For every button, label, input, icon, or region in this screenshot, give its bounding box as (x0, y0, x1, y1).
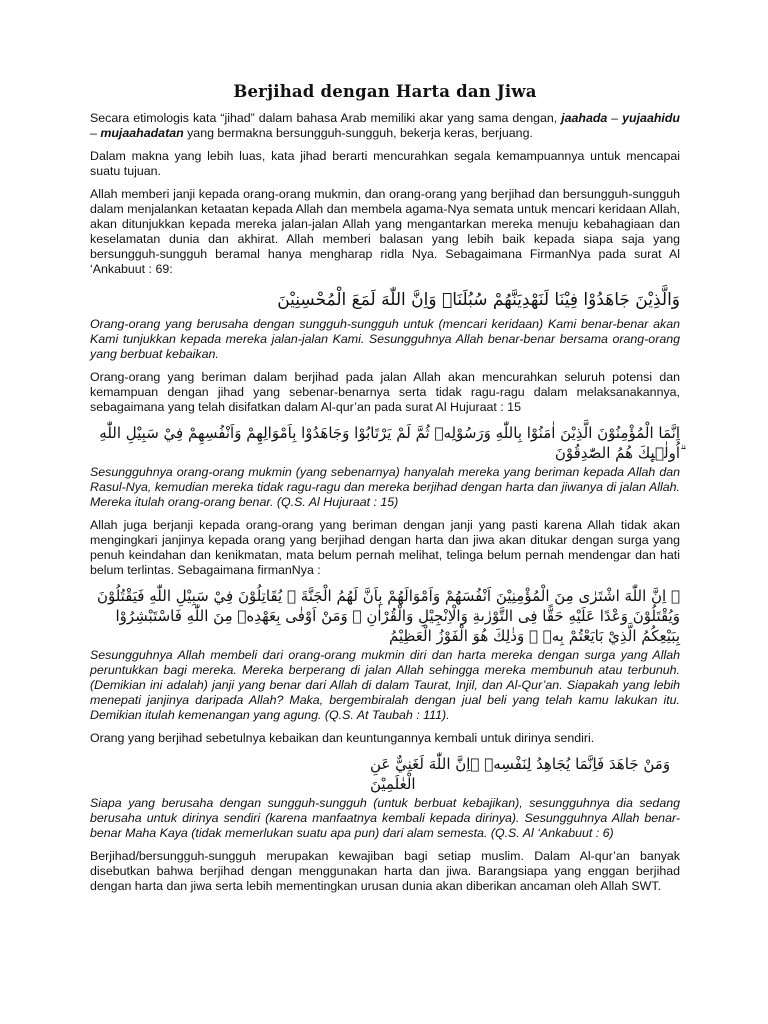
term-jaahada: jaahada (561, 111, 608, 125)
paragraph-obligation: Berjihad/bersungguh-sungguh merupakan kewajiban bagi setiap muslim. Dalam Al-qur’an banyak disebutkan bahwa berjihad dengan menggunakan harta dan jiwa. Barangsiapa yang enggan berjihad dengan harta dan jiwa serta lebih mementingkan urusan dunia akan diberikan ancaman oleh Allah SWT. (90, 849, 680, 893)
arabic-verse-hujuraat-15: اِنَّمَا الْمُؤْمِنُوْنَ الَّذِيْنَ اٰمَنُوْا بِاللّٰهِ وَرَسُوْلِهٖ ثُمَّ لَمْ يَرْتَابُوْا وَجَاهَدُوْا بِاَمْوَالِهِمْ وَاَنْفُسِهِمْ فِيْ سَبِيْلِ اللّٰهِ ۗاُولٰۤىِٕكَ هُمُ الصّٰدِقُوْنَ (99, 424, 680, 462)
translation-ankabuut-6: Siapa yang berusaha dengan sungguh-sungguh (untuk berbuat kebajikan), sesungguhnya dia sedang berusaha untuk dirinya sendiri (karena manfaatnya kembali kepada dirinya). Sesungguhnya Allah benar-benar Maha Kaya (tidak memerlukan suatu apa pun) dari alam semesta. (Q.S. Al ‘Ankabuut : 6) (90, 796, 680, 840)
paragraph-broad-meaning: Dalam makna yang lebih luas, kata jihad berarti mencurahkan segala kemampuannya untuk mencapai suatu tujuan. (90, 149, 680, 178)
translation-ankabuut-69: Orang-orang yang berusaha dengan sungguh-sungguh untuk (mencari keridaan) Kami benar-benar akan Kami tunjukkan kepada mereka jalan-jalan Kami. Sesungguhnya Allah benar-benar bersama orang-orang yang berbuat kebaikan. (90, 317, 680, 361)
paragraph-true-believers: Orang-orang yang beriman dalam berjihad pada jalan Allah akan mencurahkan seluruh potensi dan kemampuan dengan jihad yang sebenar-benarnya serta tidak ragu-ragu dalam melaksanakannya, sebagaimana yang telah disifatkan dalam Al-qur’an pada surat Al Hujuraat : 15 (90, 370, 680, 414)
dash-2: – (90, 126, 101, 140)
dash-1: – (607, 111, 623, 125)
etymology-meaning: yang bermakna bersungguh-sungguh, bekerja keras, berjuang. (183, 126, 533, 140)
translation-hujuraat-15: Sesungguhnya orang-orang mukmin (yang sebenarnya) hanyalah mereka yang beriman kepada Allah dan Rasul-Nya, kemudian mereka tidak ragu-ragu dan mereka berjihad dengan harta dan jiwanya di jalan Allah. Mereka itulah orang-orang benar. (Q.S. Al Hujuraat : 15) (90, 465, 680, 509)
paragraph-benefit-self: Orang yang berjihad sebetulnya kebaikan dan keuntungannya kembali untuk dirinya sendiri. (90, 731, 595, 745)
arabic-verse-taubah-111: ۞ اِنَّ اللّٰهَ اشْتَرٰى مِنَ الْمُؤْمِنِيْنَ اَنْفُسَهُمْ وَاَمْوَالَهُمْ بِاَنَّ لَهُمُ الْجَنَّةَ ۗ يُقَاتِلُوْنَ فِيْ سَبِيْلِ اللّٰهِ فَيَقْتُلُوْنَ وَيُقْتَلُوْنَ وَعْدًا عَلَيْهِ حَقًّا فِى التَّوْرٰىةِ وَالْاِنْجِيْلِ وَالْقُرْاٰنِ ۗ وَمَنْ اَوْفٰى بِعَهْدِهٖ مِنَ اللّٰهِ فَاسْتَبْشِرُوْا بِبَيْعِكُمُ الَّذِيْ بَايَعْتُمْ بِهٖ ۗ وَذٰلِكَ هُوَ الْفَوْزُ الْعَظِيْمُ (96, 587, 680, 645)
translation-taubah-111: Sesungguhnya Allah membeli dari orang-orang mukmin diri dan harta mereka dengan surga yang Allah peruntukkan bagi mereka. Mereka berperang di jalan Allah sehingga mereka membunuh atau terbunuh. (Demikian ini adalah) janji yang benar dari Allah di dalam Taurat, Injil, dan Al-Qur’an. Siapakah yang lebih menepati janjinya daripada Allah? Maka, bergembiralah dengan jual beli yang telah kamu lakukan itu. Demikian itulah kemenangan yang agung. (Q.S. At Taubah : 111). (90, 648, 680, 722)
document-title: Berjihad dengan Harta dan Jiwa (233, 82, 537, 101)
document-page (90, 0, 680, 894)
term-yujaahidu: yujaahidu (622, 111, 680, 125)
paragraph-etymology (90, 111, 680, 141)
term-mujaahadatan: mujaahadatan (100, 126, 184, 140)
etymology-text: Secara etimologis kata “jihad” dalam bahasa Arab memiliki akar yang sama dengan, (90, 111, 562, 125)
paragraph-paradise-promise: Allah juga berjanji kepada orang-orang yang beriman dengan janji yang pasti karena Allah tidak akan mengingkari janjinya kepada orang yang berjihad dengan harta dan jiwa akan ditukar dengan surga yang penuh keindahan dan kenikmatan, mata belum pernah melihat, telinga belum pernah mendengar dan hati belum terlintas. Sebagaimana firmanNya : (90, 518, 680, 577)
paragraph-allah-promise: Allah memberi janji kepada orang-orang mukmin, dan orang-orang yang berjihad dan bersungguh-sungguh dalam menjalankan ketaatan kepada Allah dan membela agama-Nya semata untuk mencari keridaan Allah, akan ditunjukkan kepada mereka jalan-jalan Allah yang mengantarkan mereka menuju kebahagiaan dan keselamatan dunia dan akhirat. Allah memberi balasan yang lebih baik kepada siapa saja yang bersungguh-sungguh beramal hanya mengharap ridla Nya. Sebagaimana FirmanNya pada surat Al ‘Ankabuut : 69: (90, 187, 680, 276)
arabic-verse-ankabuut-6: وَمَنْ جَاهَدَ فَاِنَّمَا يُجَاهِدُ لِنَفْسِهٖ ۗاِنَّ اللّٰهَ لَغَنِيٌّ عَنِ الْعٰلَمِيْنَ (370, 755, 671, 793)
arabic-verse-ankabuut-69: وَالَّذِيْنَ جَاهَدُوْا فِيْنَا لَنَهْدِيَنَّهُمْ سُبُلَنَاۗ وَاِنَّ اللّٰهَ لَمَعَ الْمُحْسِنِيْنَ (277, 290, 680, 310)
